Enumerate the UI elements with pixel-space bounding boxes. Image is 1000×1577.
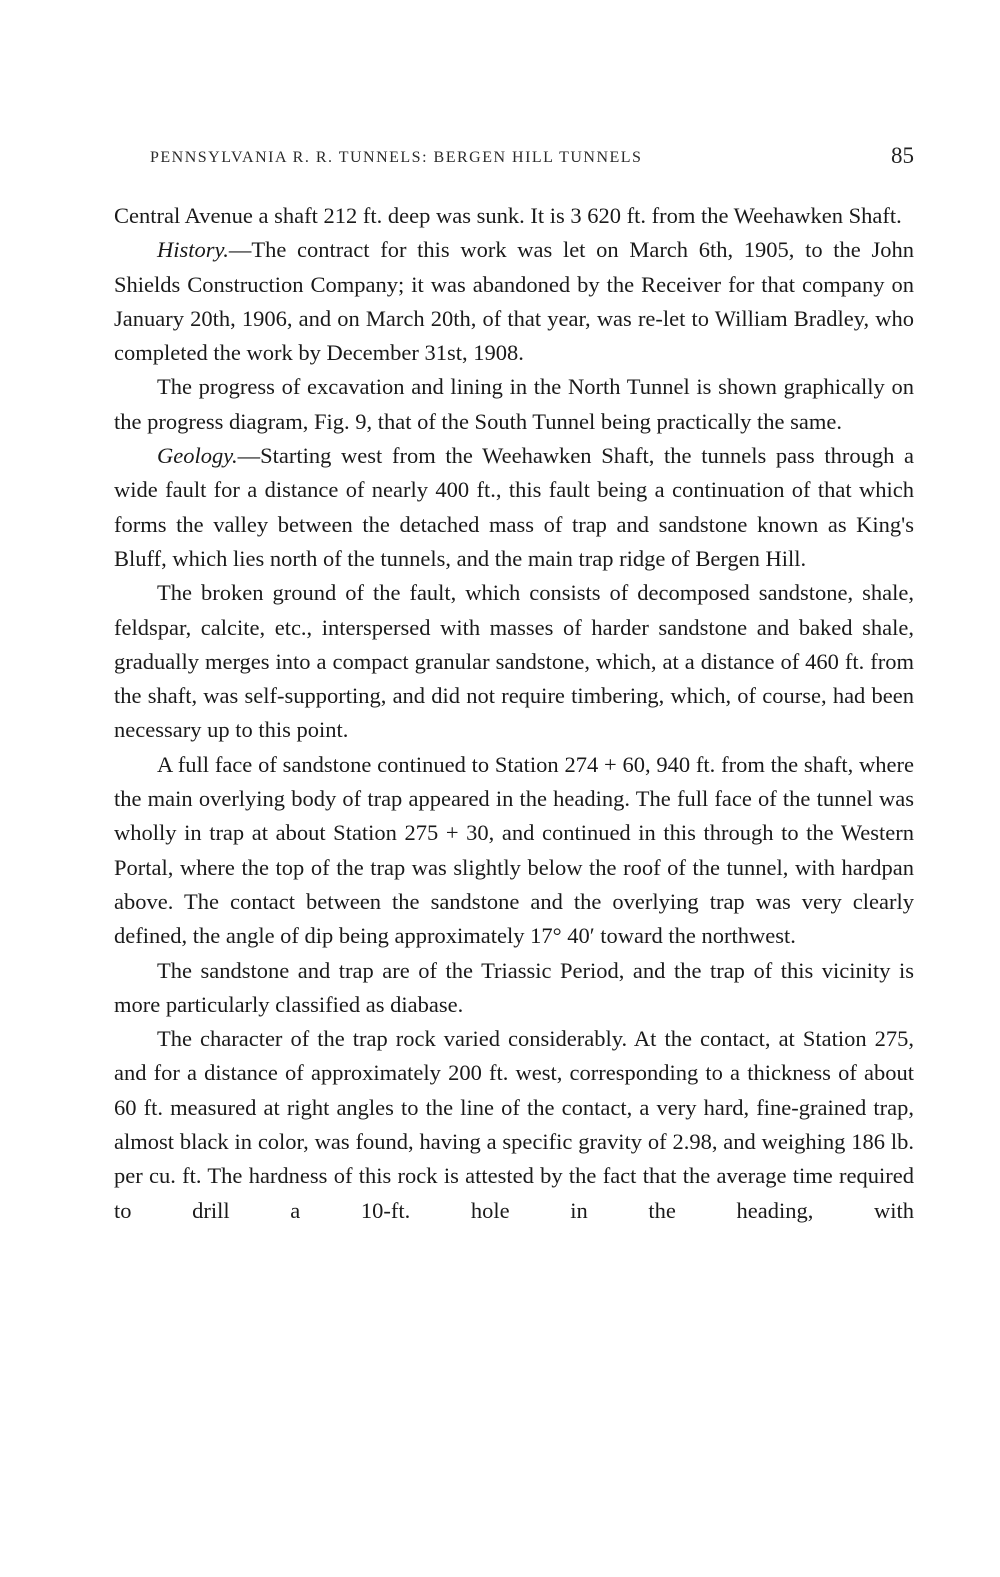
paragraph-text: —The contract for this work was let on March 6th, 1905, to the John Shields Construction Company; it was abandoned by the Receiver for that company on January 20th, 1906, and on March 20th, of that year, was re-let to William Bradley, who completed the work by December 31st, 1908. (114, 237, 914, 366)
paragraph (114, 954, 914, 1023)
paragraph (114, 576, 914, 747)
running-head (114, 141, 914, 177)
paragraph-lead: Geology. (157, 443, 238, 469)
paragraph-text: The character of the trap rock varied considerably. At the contact, at Station 275, and for a distance of approximately 200 ft. west, corresponding to a thickness of about 60 ft. measured at right angles to the line of the contact, a very hard, fine-grained trap, almost black in color, was found, having a specific gravity of 2.98, and weighing 186 lb. per cu. ft. The hardness of this rock is attested by the fact that the average time required to drill a 10-ft. hole in the heading, with (114, 1026, 914, 1223)
paragraph (114, 370, 914, 439)
body-text (114, 199, 914, 1228)
paragraph-lead: History. (157, 237, 229, 263)
paragraph (114, 233, 914, 370)
paragraph-text: The broken ground of the fault, which consists of decomposed sandstone, shale, feldspar, calcite, etc., interspersed with masses of harder sandstone and baked shale, gradually merges into a compact granular sandstone, which, at a distance of 460 ft. from the shaft, was self-supporting, and did not require timbering, which, of course, had been necessary up to this point. (114, 580, 914, 743)
page-number: 85 (891, 143, 914, 168)
paragraph-text: The sandstone and trap are of the Triassic Period, and the trap of this vicinity is more particularly classified as diabase. (114, 957, 914, 1017)
paragraph-text: Central Avenue a shaft 212 ft. deep was sunk. It is 3 620 ft. from the Weehawken Shaft. (114, 203, 902, 228)
paragraph (114, 199, 914, 233)
paragraph-text: A full face of sandstone continued to Station 274 + 60, 940 ft. from the shaft, where the main overlying body of trap appeared in the heading. The full face of the tunnel was wholly in trap at about Station 275 + 30, and continued in this through to the Western Portal, where the top of the trap was slightly below the roof of the tunnel, with hardpan above. The contact between the sandstone and the overlying trap was very clearly defined, the angle of dip being approximately 17° 40′ toward the northwest. (114, 751, 914, 949)
paragraph-text: The progress of excavation and lining in the North Tunnel is shown graphically on the progress diagram, Fig. 9, that of the South Tunnel being practically the same. (114, 374, 914, 434)
paragraph-text: —Starting west from the Weehawken Shaft, the tunnels pass through a wide fault for a distance of nearly 400 ft., this fault being a continuation of that which forms the valley between the detached mass of trap and sandstone known as King's Bluff, which lies north of the tunnels, and the main trap ridge of Bergen Hill. (114, 443, 914, 571)
running-title: PENNSYLVANIA R. R. TUNNELS: BERGEN HILL TUNNELS (150, 149, 643, 166)
paragraph (114, 748, 914, 954)
paragraph (114, 1022, 914, 1228)
paragraph (114, 439, 914, 576)
